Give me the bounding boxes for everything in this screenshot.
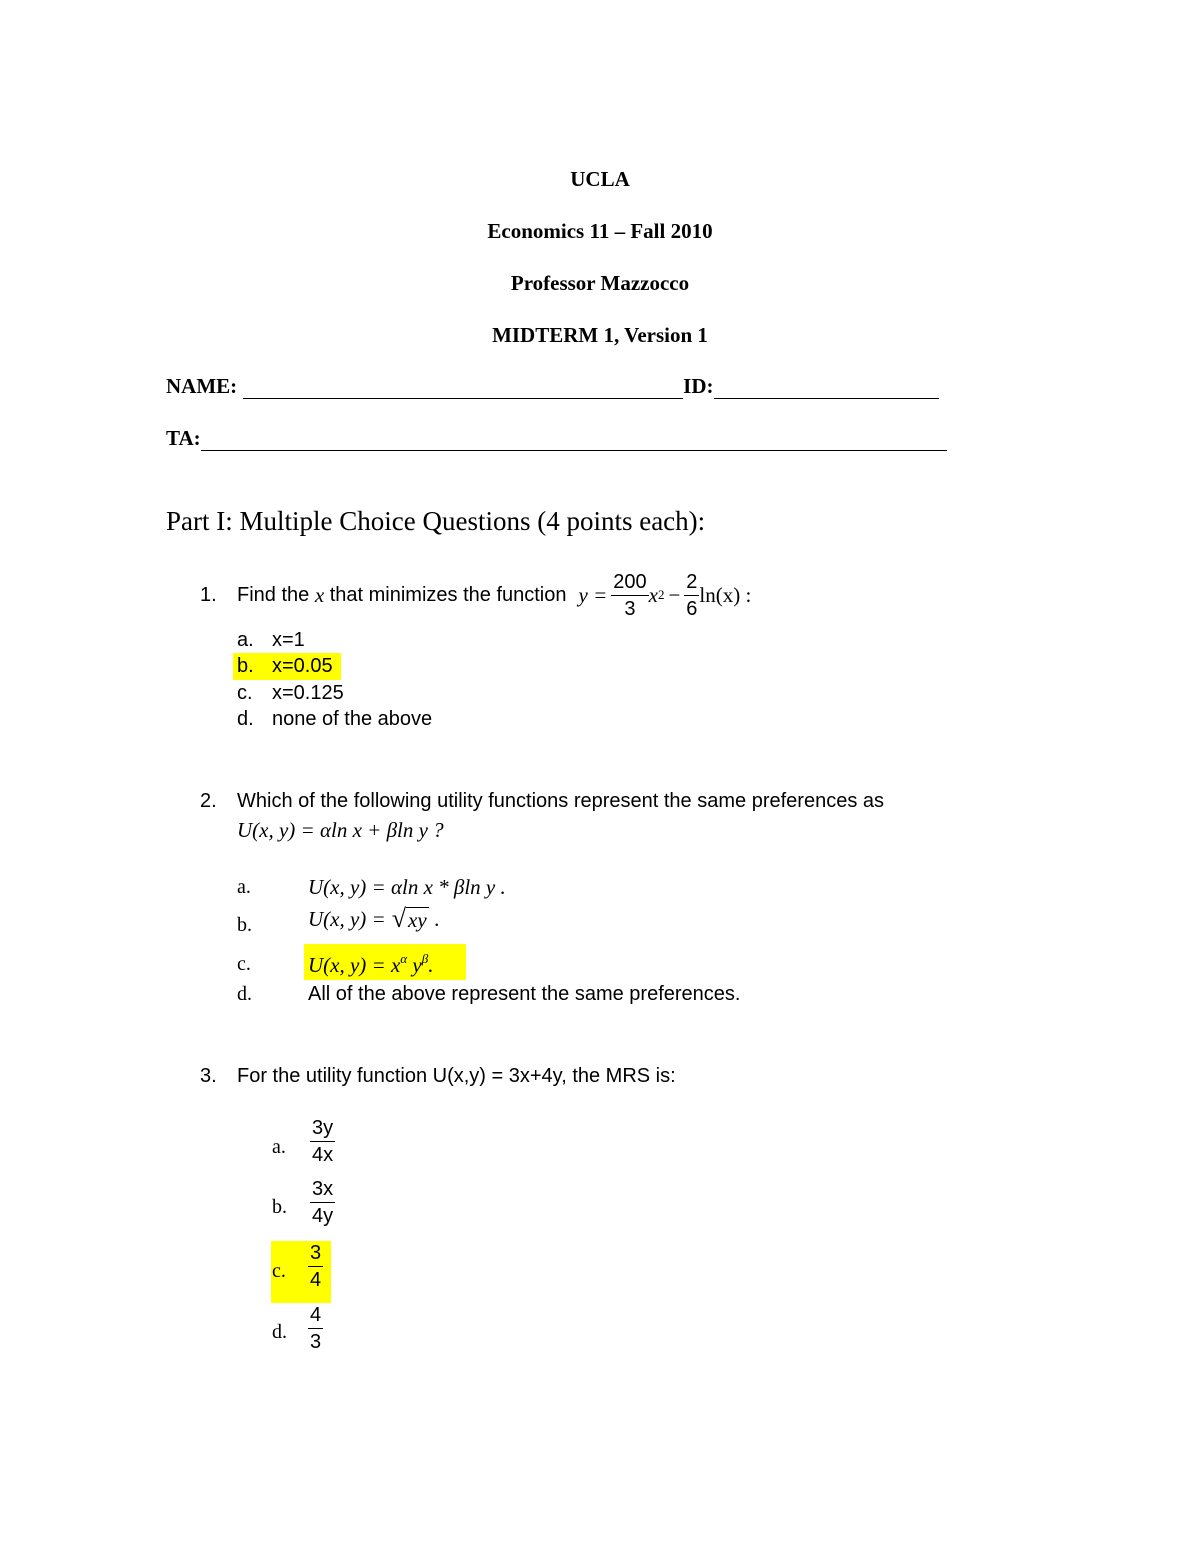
q1-exp: 2 (657, 587, 665, 602)
q2-opt-d-letter: d. (237, 983, 252, 1005)
q1-equation (579, 572, 752, 619)
ta-field[interactable] (201, 432, 947, 451)
q1-text-before: Find the (237, 583, 310, 606)
q3-opt-d-den: 3 (310, 1331, 322, 1353)
name-field[interactable] (243, 380, 683, 399)
q2-opt-c[interactable] (308, 951, 433, 978)
q2-opt-b-suffix: . (434, 907, 440, 931)
q3-opt-a-letter: a. (272, 1136, 286, 1158)
q1-opt-b-letter: b. (237, 655, 254, 677)
q3-opt-a-den: 4x (312, 1144, 334, 1166)
q3-opt-d-num: 4 (308, 1305, 323, 1329)
q1-opt-c[interactable]: x=0.125 (272, 682, 344, 704)
q1-eq-y: y = (578, 582, 608, 607)
exam-title: MIDTERM 1, Version 1 (492, 323, 708, 347)
q3-opt-b-letter: b. (272, 1196, 287, 1218)
q3-opt-d-frac (308, 1305, 323, 1352)
q2-equation: U(x, y) = αln x + βln y ? (237, 818, 444, 842)
q3-opt-d[interactable] (308, 1305, 323, 1352)
q2-opt-c-mid: y (407, 953, 422, 977)
q3-opt-b[interactable] (310, 1179, 335, 1226)
q1-frac2 (684, 572, 699, 619)
ta-label: TA: (166, 426, 201, 450)
q1-opt-d-letter: d. (237, 708, 254, 730)
q3-opt-d-letter: d. (272, 1321, 287, 1343)
q3-opt-c-letter: c. (272, 1260, 286, 1282)
q1-text (237, 565, 751, 625)
q2-opt-d[interactable]: All of the above represent the same preferences. (308, 983, 741, 1005)
q2-opt-b-prefix: U(x, y) = (308, 907, 386, 931)
name-label: NAME: (166, 374, 238, 398)
q1-opt-d[interactable]: none of the above (272, 708, 433, 730)
q1-frac2-den: 6 (686, 597, 698, 620)
q3-opt-c-frac (308, 1243, 323, 1290)
q2-text: Which of the following utility functions represent the same preferences as (237, 790, 884, 812)
q2-opt-b[interactable] (308, 906, 440, 932)
q1-ln: ln(x) : (699, 582, 752, 607)
q1-frac1 (611, 572, 648, 619)
q3-opt-a-num: 3y (310, 1118, 335, 1142)
q3-opt-c-num: 3 (308, 1243, 323, 1267)
q1-frac1-den: 3 (624, 597, 636, 620)
id-label: ID: (683, 374, 714, 398)
q1-opt-b[interactable]: x=0.05 (272, 655, 333, 677)
q2-opt-b-radicand: xy (408, 907, 427, 932)
course-title: Economics 11 – Fall 2010 (487, 219, 713, 243)
q3-opt-c-den: 4 (310, 1269, 322, 1291)
q3-opt-c[interactable] (308, 1243, 323, 1290)
id-field[interactable] (714, 380, 939, 399)
q3-number: 3. (200, 1065, 217, 1087)
q2-opt-a[interactable]: U(x, y) = αln x * βln y . (308, 875, 506, 899)
q2-opt-a-letter: a. (237, 876, 251, 898)
q2-opt-c-exp2: β (421, 951, 429, 966)
q2-number: 2. (200, 790, 217, 812)
q2-opt-c-letter: c. (237, 953, 251, 975)
q3-opt-a-frac (310, 1118, 335, 1165)
q3-opt-b-den: 4y (312, 1205, 334, 1227)
q1-frac2-num: 2 (684, 572, 699, 596)
name-id-line (166, 374, 939, 399)
q3-opt-b-frac (310, 1179, 335, 1226)
q1-opt-a-letter: a. (237, 629, 254, 651)
q1-var: x (314, 582, 325, 607)
q1-opt-a[interactable]: x=1 (272, 629, 305, 651)
ta-line (166, 426, 947, 451)
q2-opt-c-end: . (428, 953, 434, 977)
q1-opt-c-letter: c. (237, 682, 253, 704)
q1-x: x (648, 582, 658, 607)
q2-opt-c-exp1: α (400, 951, 408, 966)
q3-text: For the utility function U(x,y) = 3x+4y, the MRS is: (237, 1065, 676, 1087)
q1-frac1-num: 200 (611, 572, 648, 596)
q2-opt-b-letter: b. (237, 914, 252, 936)
q3-opt-a[interactable] (310, 1118, 335, 1165)
q3-opt-b-num: 3x (310, 1179, 335, 1203)
q1-minus: − (668, 582, 681, 607)
part1-heading: Part I: Multiple Choice Questions (4 points each): (166, 506, 706, 536)
q2-opt-c-text: U(x, y) = x (308, 953, 401, 977)
radical-icon: √ (391, 904, 406, 933)
q1-text-after: that minimizes the function (329, 583, 567, 606)
q1-number: 1. (200, 584, 217, 606)
sqrt-symbol (392, 906, 429, 932)
school-name: UCLA (570, 167, 630, 191)
professor-name: Professor Mazzocco (510, 271, 690, 295)
